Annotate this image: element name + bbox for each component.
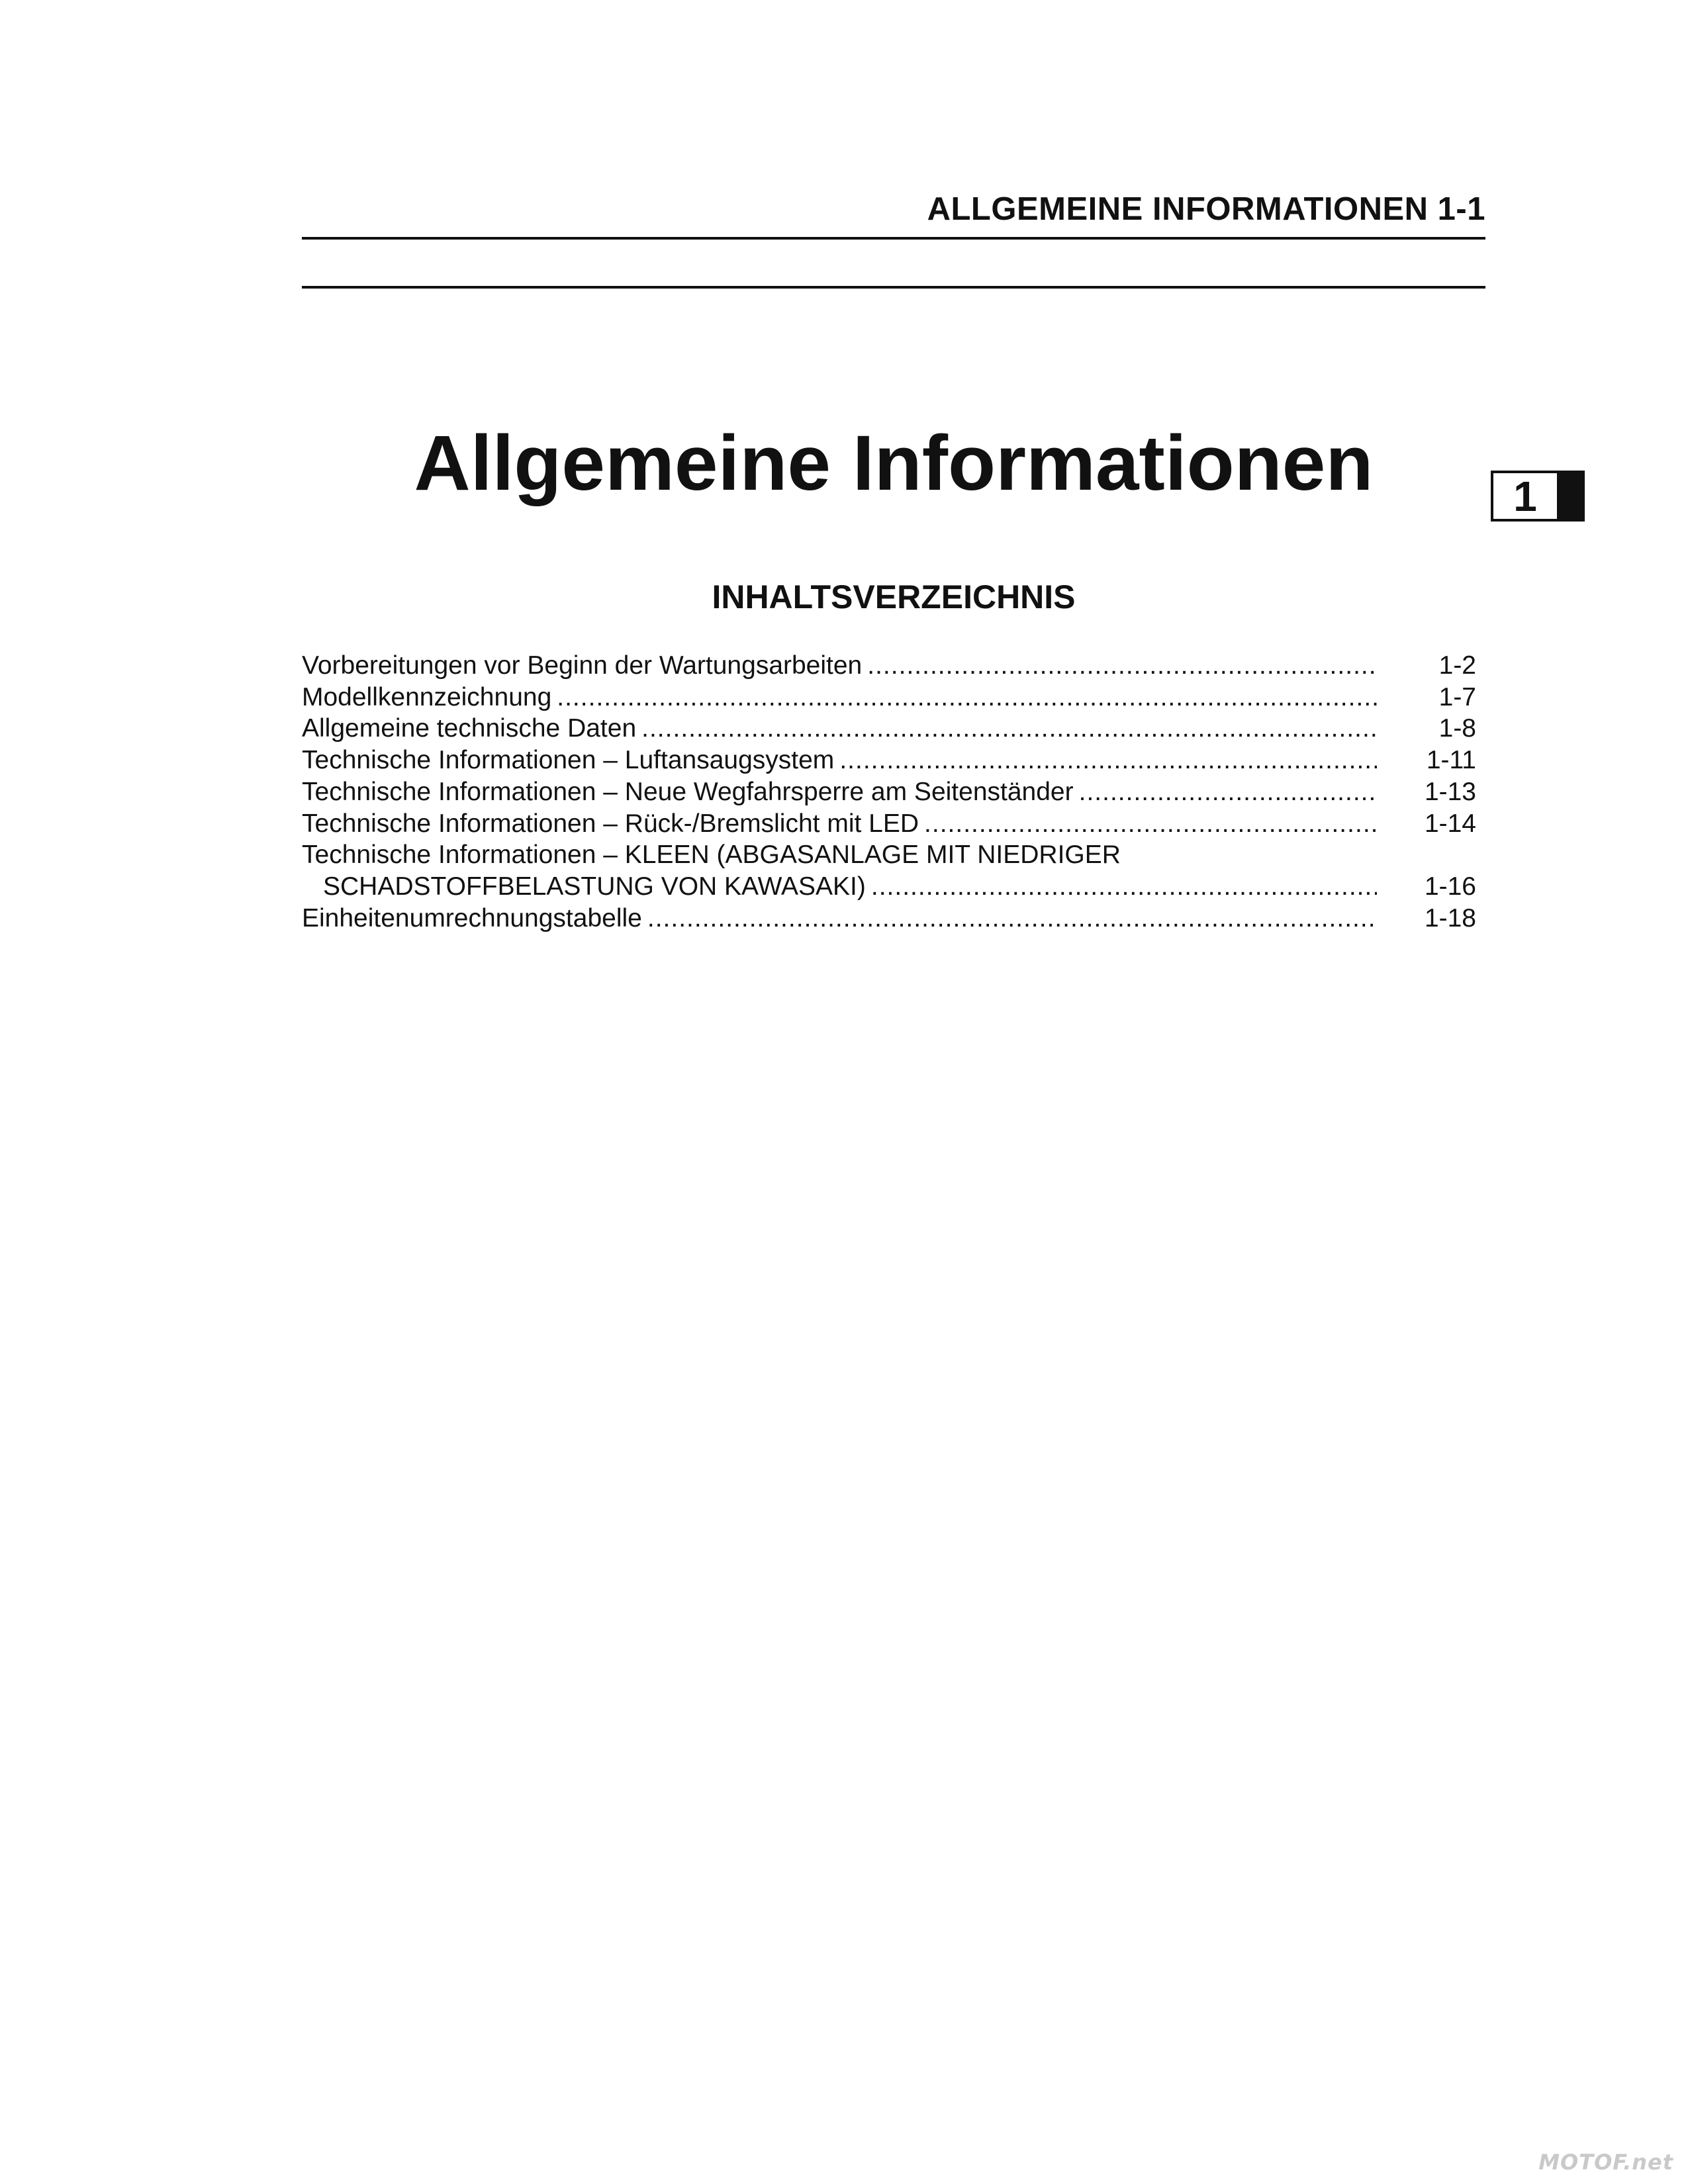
toc-leader-dots [641,713,1377,745]
toc-leader-dots [871,871,1377,903]
chapter-tab [1491,471,1585,522]
toc-entry-page: 1-2 [1438,651,1476,680]
toc-entry-page: 1-7 [1438,682,1476,711]
toc-list [302,650,1476,934]
toc-entry[interactable] [302,650,1476,682]
header-rule-top [302,237,1485,240]
toc-entry[interactable] [302,745,1476,776]
toc-entry-title: Allgemeine technische Daten [302,714,637,743]
toc-entry-page: 1-14 [1424,809,1476,838]
toc-entry-title: Modellkennzeichnung [302,682,552,711]
toc-entry-first-line[interactable] [302,839,1476,871]
toc-entry-title: Vorbereitungen vor Beginn der Wartungsarbeiten [302,651,863,680]
toc-entry-title: Technische Informationen – Rück-/Bremslicht mit LED [302,809,919,838]
toc-entry-title: Technische Informationen – Neue Wegfahrsperre am Seitenständer [302,777,1074,806]
toc-entry[interactable] [302,776,1476,808]
toc-entry-title: Technische Informationen – Luftansaugsystem [302,746,835,775]
toc-leader-dots [1079,776,1377,808]
chapter-tab-marker [1557,473,1582,519]
chapter-title: Allgemeine Informationen [414,420,1374,507]
toc-entry-page: 1-18 [1424,903,1476,933]
toc-heading: INHALTSVERZEICHNIS [712,578,1076,615]
toc-entry[interactable] [302,713,1476,745]
toc-entry-title: Technische Informationen – KLEEN (ABGASANLAGE MIT NIEDRIGER [302,841,1121,870]
running-header: ALLGEMEINE INFORMATIONEN 1-1 [927,191,1485,227]
toc-leader-dots [557,682,1377,713]
toc-entry-title-continuation: SCHADSTOFFBELASTUNG VON KAWASAKI) [323,872,866,901]
toc-entry[interactable] [302,903,1476,934]
toc-entry-page: 1-13 [1424,777,1476,806]
chapter-tab-number: 1 [1513,472,1537,520]
toc-entry-continuation[interactable] [302,871,1476,903]
toc-entry[interactable] [302,682,1476,713]
toc-entry-page: 1-8 [1438,714,1476,743]
header-rule-bottom [302,286,1485,289]
toc-leader-dots [839,745,1377,776]
toc-entry-page: 1-11 [1426,746,1476,775]
toc-leader-dots [924,808,1377,840]
toc-leader-dots [867,650,1377,682]
toc-entry[interactable] [302,808,1476,840]
toc-entry-title: Einheitenumrechnungstabelle [302,903,642,933]
toc-leader-dots [647,903,1377,934]
watermark-logo: MOTOF.net [1538,2150,1673,2175]
toc-entry-page: 1-16 [1424,872,1476,901]
